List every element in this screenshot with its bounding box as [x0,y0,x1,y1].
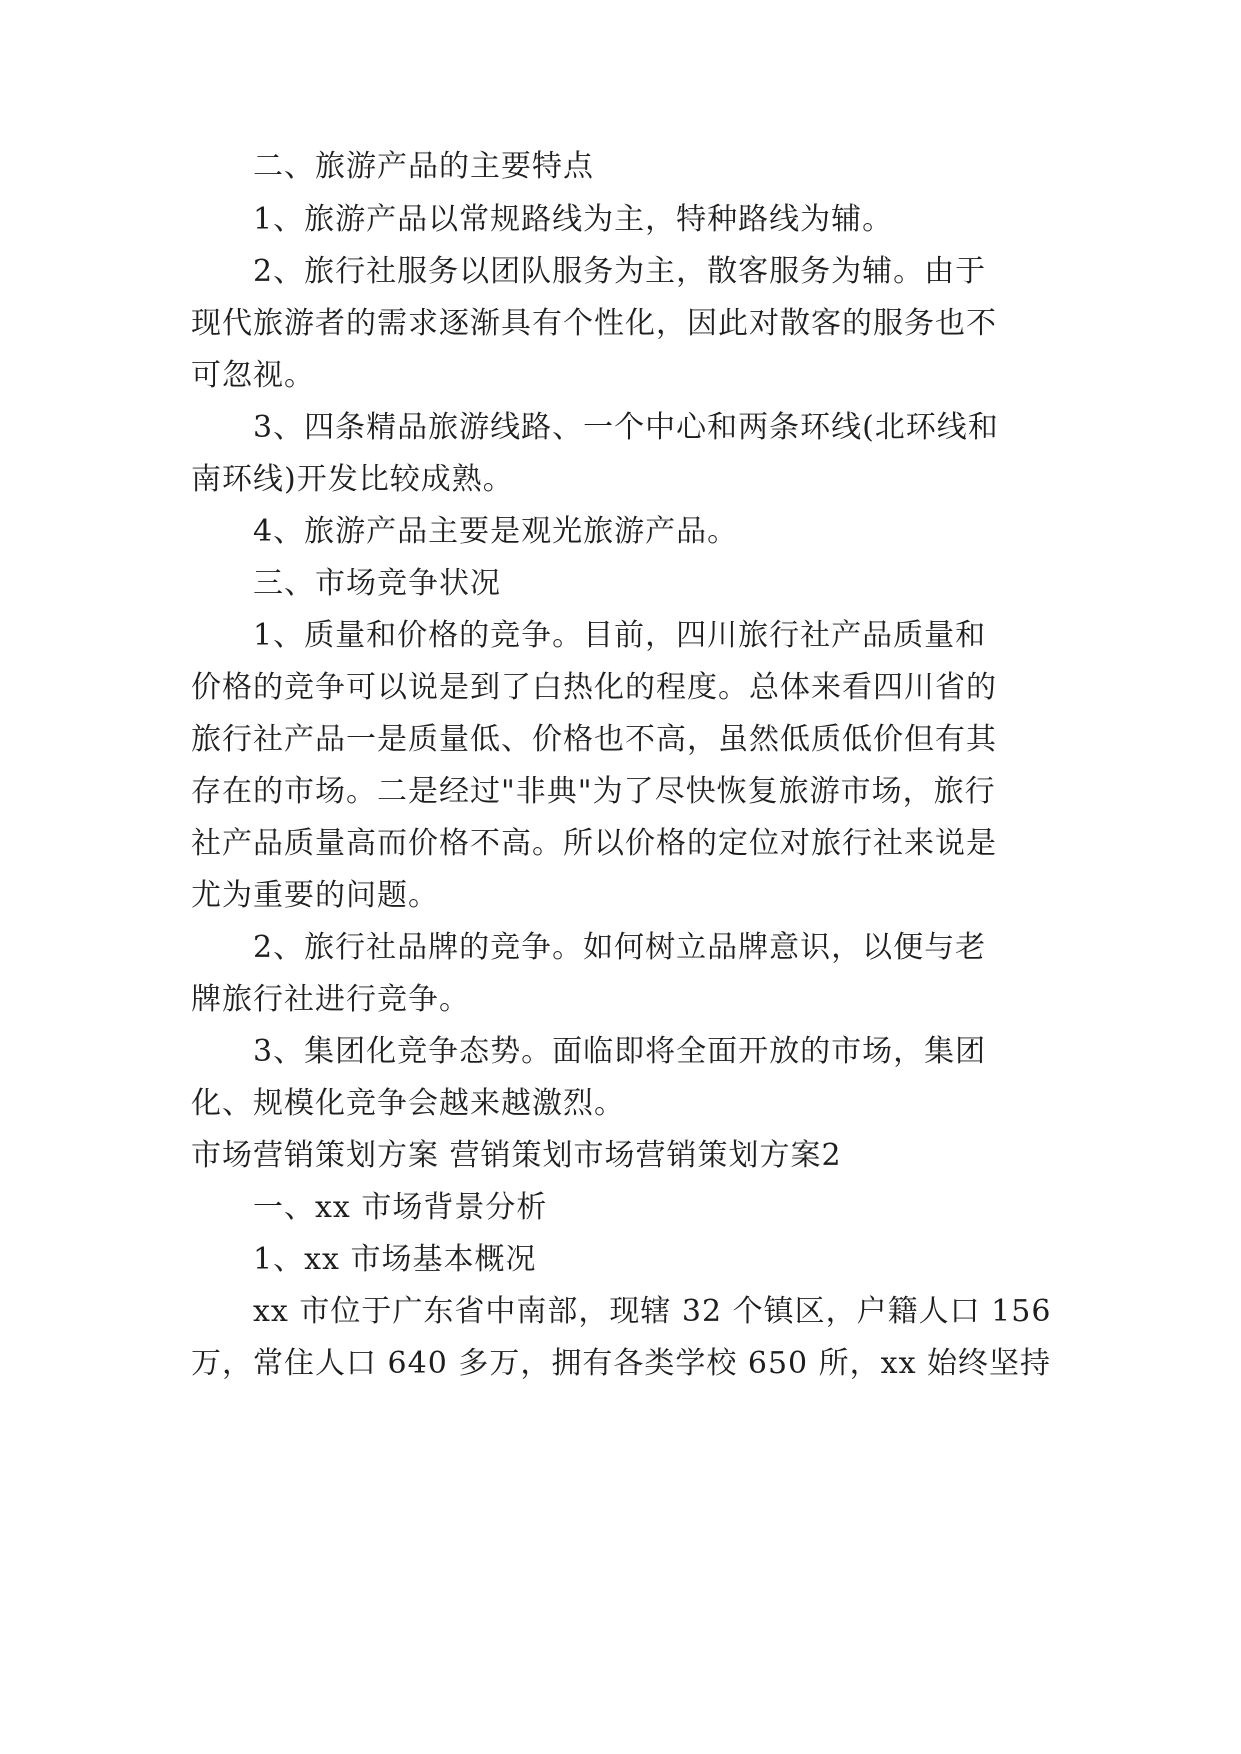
paragraph-line: 存在的市场。二是经过"非典"为了尽快恢复旅游市场，旅行 [191,774,996,809]
paragraph-line: 万，常住人口 640 多万，拥有各类学校 650 所，xx 始终坚持 [191,1346,1052,1381]
paragraph-line: 3、四条精品旅游线路、一个中心和两条环线(北环线和 [253,410,999,445]
paragraph-line: 3、集团化竞争态势。面临即将全面开放的市场，集团 [253,1034,987,1069]
paragraph-line: 尤为重要的问题。 [191,878,439,913]
section-heading-competition: 三、市场竞争状况 [253,566,501,601]
paragraph-line: 化、规模化竞争会越来越激烈。 [191,1086,625,1121]
paragraph-line: 牌旅行社进行竞争。 [191,982,470,1017]
paragraph-line: 南环线)开发比较成熟。 [191,462,514,497]
subheading-market-overview: 1、xx 市场基本概况 [253,1242,537,1277]
section-heading-market-background: 一、xx 市场背景分析 [253,1190,548,1225]
paragraph-line: 现代旅游者的需求逐渐具有个性化，因此对散客的服务也不 [191,306,997,341]
paragraph-line: 价格的竞争可以说是到了白热化的程度。总体来看四川省的 [191,670,997,705]
paragraph-line: 2、旅行社品牌的竞争。如何树立品牌意识，以便与老 [253,930,987,965]
paragraph-line: 1、质量和价格的竞争。目前，四川旅行社产品质量和 [253,618,987,653]
section-heading-product-features: 二、旅游产品的主要特点 [253,149,594,184]
document-title: 市场营销策划方案 营销策划市场营销策划方案2 [191,1138,842,1173]
paragraph-line: 4、旅游产品主要是观光旅游产品。 [253,514,739,549]
paragraph-line: 1、旅游产品以常规路线为主，特种路线为辅。 [253,202,894,237]
paragraph-line: 社产品质量高而价格不高。所以价格的定位对旅行社来说是 [191,826,997,861]
paragraph-line: 2、旅行社服务以团队服务为主，散客服务为辅。由于 [253,254,987,289]
paragraph-line: 旅行社产品一是质量低、价格也不高，虽然低质低价但有其 [191,722,997,757]
paragraph-line: 可忽视。 [191,358,315,393]
paragraph-line: xx 市位于广东省中南部，现辖 32 个镇区，户籍人口 156 [253,1294,1052,1329]
